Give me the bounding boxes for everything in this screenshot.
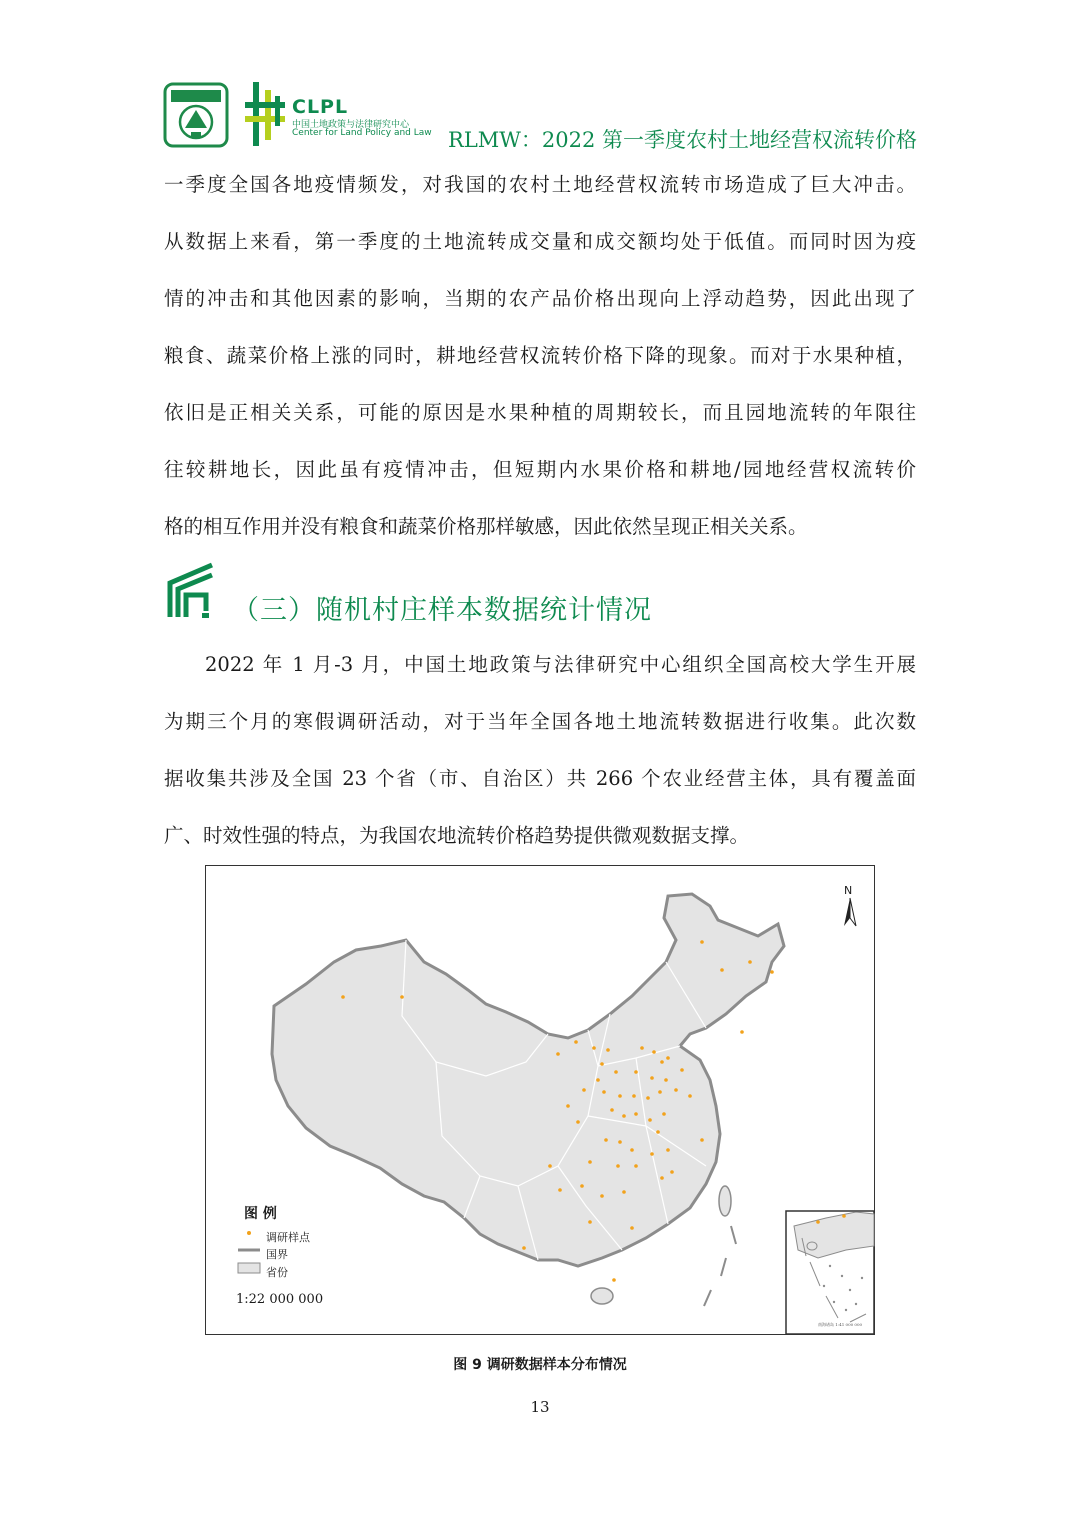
figure-caption: 图 9 调研数据样本分布情况 xyxy=(453,1357,627,1373)
sea-border-dashes xyxy=(704,1226,736,1306)
inset-caption: 南海诸岛 1:41 000 000 xyxy=(818,1322,863,1327)
paragraph-line: 据收集共涉及全国 23 个省（市、自治区）共 266 个农业经营主体，具有覆盖面 xyxy=(164,767,916,790)
paragraph-line: 2022 年 1 月-3 月，中国土地政策与法律研究中心组织全国高校大学生开展 xyxy=(205,653,916,676)
sample-point xyxy=(614,1070,618,1074)
sample-point xyxy=(666,1056,670,1060)
hainan-shape xyxy=(591,1288,613,1304)
sample-point xyxy=(341,995,345,999)
clpl-logo-mark xyxy=(243,80,289,148)
sample-point xyxy=(604,1138,608,1142)
sample-point xyxy=(596,1078,600,1082)
sample-point xyxy=(664,1078,668,1082)
sample-point xyxy=(548,1164,552,1168)
sample-point xyxy=(522,1246,526,1250)
sample-point xyxy=(610,1108,614,1112)
legend-title: 图 例 xyxy=(244,1206,277,1222)
sample-point xyxy=(652,1050,656,1054)
sample-point xyxy=(592,1046,596,1050)
sample-point xyxy=(588,1220,592,1224)
sample-point xyxy=(740,1030,744,1034)
sample-point xyxy=(748,960,752,964)
sample-point xyxy=(770,970,774,974)
legend-sample-label: 调研样点 xyxy=(266,1231,310,1244)
paragraph-line: 为期三个月的寒假调研活动，对于当年全国各地土地流转数据进行收集。此次数 xyxy=(164,710,916,733)
sample-point xyxy=(688,1094,692,1098)
sample-point xyxy=(674,1088,678,1092)
sample-point xyxy=(622,1114,626,1118)
taiwan-shape xyxy=(719,1186,731,1216)
paragraph-line: 一季度全国各地疫情频发，对我国的农村土地经营权流转市场造成了巨大冲击。 xyxy=(164,173,916,196)
map-figure xyxy=(205,865,875,1335)
north-arrow-icon xyxy=(844,898,856,926)
sample-point xyxy=(658,1090,662,1094)
org-chinese-name: 中国土地政策与法律研究中心 xyxy=(292,120,410,130)
paragraph-line: 从数据上来看，第一季度的土地流转成交量和成交额均处于低值。而同时因为疫 xyxy=(164,230,916,253)
header-title: RLMW：2022 第一季度农村土地经营权流转价格 xyxy=(448,128,917,152)
paragraph-line: 往较耕地长，因此虽有疫情冲击，但短期内水果价格和耕地/园地经营权流转价 xyxy=(164,458,916,481)
paragraph-line: 粮食、蔬菜价格上涨的同时，耕地经营权流转价格下降的现象。而对于水果种植， xyxy=(164,344,916,367)
sample-point xyxy=(720,968,724,972)
sample-point xyxy=(606,1048,610,1052)
paragraph-line: 格的相互作用并没有粮食和蔬菜价格那样敏感，因此依然呈现正相关关系。 xyxy=(164,515,808,538)
south-china-sea-inset xyxy=(786,1211,874,1334)
legend-province-label: 省份 xyxy=(266,1266,288,1279)
sample-point xyxy=(616,1164,620,1168)
sample-point xyxy=(648,1118,652,1122)
paragraph-2 xyxy=(164,636,916,864)
sample-point xyxy=(634,1070,638,1074)
sample-point xyxy=(612,1278,616,1282)
sample-point xyxy=(588,1160,592,1164)
university-seal-logo xyxy=(163,82,229,148)
sample-point xyxy=(618,1140,622,1144)
sample-point xyxy=(622,1190,626,1194)
section-title: （三）随机村庄样本数据统计情况 xyxy=(232,595,652,626)
sample-point xyxy=(576,1120,580,1124)
china-mainland-shape xyxy=(272,894,784,1266)
sample-point xyxy=(580,1184,584,1188)
org-english-name: Center for Land Policy and Law xyxy=(292,128,432,138)
paragraph-1 xyxy=(164,156,916,555)
sample-point xyxy=(600,1062,604,1066)
sample-point xyxy=(670,1170,674,1174)
sample-point xyxy=(700,940,704,944)
paragraph-line: 依旧是正相关关系，可能的原因是水果种植的周期较长，而且园地流转的年限往 xyxy=(164,401,916,424)
sample-point xyxy=(666,1148,670,1152)
sample-point xyxy=(582,1088,586,1092)
sample-point xyxy=(660,1060,664,1064)
map-scale: 1:22 000 000 xyxy=(236,1292,324,1307)
sample-point xyxy=(700,1138,704,1142)
sample-point xyxy=(400,995,404,999)
sample-point xyxy=(662,1112,666,1116)
sample-point xyxy=(600,1194,604,1198)
sample-point xyxy=(842,1214,846,1218)
sample-point xyxy=(650,1076,654,1080)
sample-point xyxy=(630,1148,634,1152)
page-number: 13 xyxy=(530,1398,550,1416)
org-short-name: CLPL xyxy=(292,96,349,118)
sample-point xyxy=(602,1090,606,1094)
sample-point xyxy=(640,1046,644,1050)
sample-point xyxy=(660,1176,664,1180)
sample-point xyxy=(656,1130,660,1134)
north-label: N xyxy=(844,884,853,897)
paragraph-line: 广、时效性强的特点，为我国农地流转价格趋势提供微观数据支撑。 xyxy=(164,824,750,847)
section-heading-icon xyxy=(166,561,218,619)
sample-point xyxy=(630,1226,634,1230)
sample-point xyxy=(558,1188,562,1192)
sample-point xyxy=(650,1152,654,1156)
sample-point xyxy=(618,1094,622,1098)
sample-point xyxy=(816,1220,820,1224)
sample-point xyxy=(646,1096,650,1100)
sample-point xyxy=(680,1068,684,1072)
china-sample-map xyxy=(206,866,876,1336)
legend-sample-symbol xyxy=(247,1231,251,1235)
sample-point xyxy=(634,1164,638,1168)
sample-point xyxy=(632,1094,636,1098)
sample-point xyxy=(566,1104,570,1108)
paragraph-line: 情的冲击和其他因素的影响，当期的农产品价格出现向上浮动趋势，因此出现了 xyxy=(164,287,916,310)
legend-border-label: 国界 xyxy=(266,1248,288,1261)
legend-province-symbol xyxy=(238,1263,260,1273)
sample-point xyxy=(574,1040,578,1044)
sample-point xyxy=(634,1112,638,1116)
sample-point xyxy=(556,1052,560,1056)
